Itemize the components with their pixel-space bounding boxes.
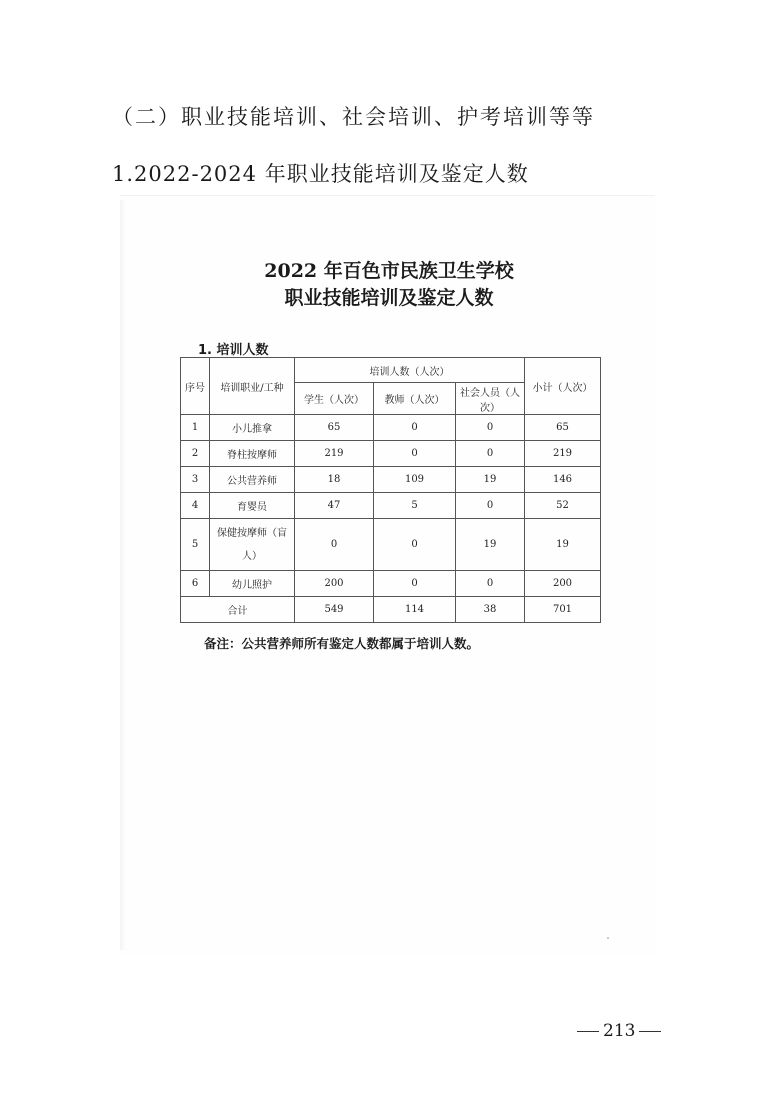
- sub-heading: 1.2022-2024 年职业技能培训及鉴定人数: [112, 162, 529, 186]
- cell-job: 育婴员: [210, 493, 295, 519]
- table-note: 备注：公共营养师所有鉴定人数都属于培训人数。: [204, 636, 480, 651]
- cell-index: 3: [181, 467, 210, 493]
- table-total-row: [181, 597, 601, 623]
- scan-edge-shadow: [120, 200, 126, 950]
- cell-student: 200: [295, 571, 374, 597]
- cell-teacher: 0: [374, 571, 456, 597]
- cell-social: 0: [456, 571, 525, 597]
- document-title-line2: 职业技能培训及鉴定人数: [284, 287, 494, 309]
- header-index: 序号: [181, 358, 210, 415]
- document-title-line1: 2022 年百色市民族卫生学校: [264, 260, 514, 282]
- page-number-dash-left: [577, 1031, 599, 1032]
- page-number-dash-right: [639, 1031, 661, 1032]
- page-number-text: 213: [603, 1021, 636, 1041]
- header-student: 学生（人次）: [295, 383, 374, 415]
- cell-student: 219: [295, 441, 374, 467]
- cell-subtotal: 200: [525, 571, 601, 597]
- cell-social: 19: [456, 467, 525, 493]
- cell-subtotal: 146: [525, 467, 601, 493]
- header-teacher: 教师（人次）: [374, 383, 456, 415]
- total-label: 合计: [181, 597, 295, 623]
- table-row: [181, 441, 601, 467]
- cell-social: 0: [456, 415, 525, 441]
- cell-teacher: 109: [374, 467, 456, 493]
- training-count-table: [180, 357, 601, 623]
- cell-subtotal: 52: [525, 493, 601, 519]
- section-heading: （二）职业技能培训、社会培训、护考培训等等: [112, 105, 595, 129]
- table-section-label: 1. 培训人数: [198, 343, 269, 358]
- cell-index: 1: [181, 415, 210, 441]
- table-header-row: [181, 358, 601, 383]
- header-social: 社会人员（人次）: [456, 383, 525, 415]
- header-group: 培训人数（人次）: [295, 358, 525, 383]
- table-row: [181, 493, 601, 519]
- cell-student: 47: [295, 493, 374, 519]
- table-row: [181, 571, 601, 597]
- cell-teacher: 0: [374, 415, 456, 441]
- cell-index: 5: [181, 519, 210, 571]
- table-row: [181, 519, 601, 571]
- total-social: 38: [456, 597, 525, 623]
- cell-job: 保健按摩师（盲人）: [210, 519, 295, 571]
- total-student: 549: [295, 597, 374, 623]
- cell-social: 0: [456, 441, 525, 467]
- cell-job: 小儿推拿: [210, 415, 295, 441]
- page-number: [573, 1021, 665, 1041]
- cell-index: 6: [181, 571, 210, 597]
- header-subtotal: 小计（人次）: [525, 358, 601, 415]
- cell-teacher: 0: [374, 441, 456, 467]
- cell-job: 脊柱按摩师: [210, 441, 295, 467]
- cell-job: 公共营养师: [210, 467, 295, 493]
- table-row: [181, 415, 601, 441]
- cell-index: 2: [181, 441, 210, 467]
- cell-subtotal: 65: [525, 415, 601, 441]
- scan-speck: [607, 937, 609, 939]
- cell-subtotal: 19: [525, 519, 601, 571]
- cell-student: 18: [295, 467, 374, 493]
- cell-social: 19: [456, 519, 525, 571]
- header-job: 培训职业/工种: [210, 358, 295, 415]
- cell-student: 0: [295, 519, 374, 571]
- table-row: [181, 467, 601, 493]
- cell-index: 4: [181, 493, 210, 519]
- cell-job: 幼儿照护: [210, 571, 295, 597]
- cell-social: 0: [456, 493, 525, 519]
- cell-student: 65: [295, 415, 374, 441]
- total-subtotal: 701: [525, 597, 601, 623]
- cell-teacher: 5: [374, 493, 456, 519]
- total-teacher: 114: [374, 597, 456, 623]
- cell-subtotal: 219: [525, 441, 601, 467]
- cell-teacher: 0: [374, 519, 456, 571]
